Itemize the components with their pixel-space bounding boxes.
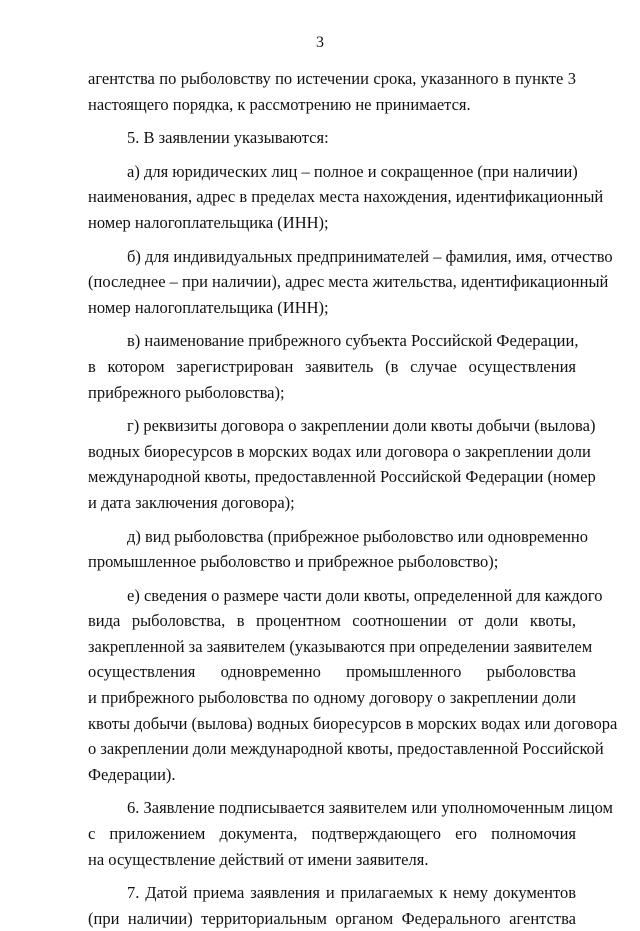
text-line: 5. В заявлении указываются: [127,128,329,148]
text-line: 7. Датой приема заявления и прилагаемых к нему документов [127,883,576,903]
text-line: осуществления одновременно промышленного рыболовства [88,662,576,682]
text-line: е) сведения о размере части доли квоты, определенной для каждого [127,585,603,605]
text-line: 6. Заявление подписывается заявителем или уполномоченным лицом [127,798,613,818]
text-line: настоящего порядка, к рассмотрению не принимается. [88,94,471,114]
paragraph-item-g [88,413,596,515]
text-line: закрепленной за заявителем (указываются при определении заявителем [88,636,593,656]
paragraph-item-5 [88,125,576,151]
text-line: г) реквизиты договора о закреплении доли квоты добычи (вылова) [127,416,596,436]
text-line: прибрежного рыболовства); [88,382,285,402]
text-line: квоты добычи (вылова) водных биоресурсов в морских водах или договора [88,713,618,733]
text-line: а) для юридических лиц – полное и сокращенное (при наличии) [127,161,578,181]
text-line: (при наличии) территориальным органом Федерального агентства [88,908,576,928]
text-line: промышленное рыболовство и прибрежное рыболовство); [88,552,499,572]
text-line: Федерации). [88,764,176,784]
text-line: в котором зарегистрирован заявитель (в случае осуществления [88,356,576,376]
text-line: на осуществление действий от имени заявителя. [88,849,429,869]
text-line: с приложением документа, подтверждающего его полномочия [88,824,576,844]
paragraph-item-d [88,524,588,575]
paragraph-item-6 [88,795,613,872]
text-line: д) вид рыболовства (прибрежное рыболовство или одновременно [127,526,588,546]
paragraph-item-b [88,244,613,321]
text-line: в) наименование прибрежного субъекта Российской Федерации, [127,331,579,351]
text-line: и прибрежного рыболовства по одному договору о закреплении доли [88,688,576,708]
paragraph-item-v [88,328,579,405]
text-line: наименования, адрес в пределах места нахождения, идентификационный [88,187,604,207]
document-body [88,66,618,931]
text-line: номер налогоплательщика (ИНН); [88,212,329,232]
text-line: и дата заключения договора); [88,492,295,512]
paragraph-continuation [88,66,576,117]
text-line: водных биоресурсов в морских водах или договора о закреплении доли [88,441,591,461]
text-line: номер налогоплательщика (ИНН); [88,297,329,317]
paragraph-item-e [88,583,618,788]
page-number: 3 [316,34,324,51]
paragraph-item-7 [88,880,576,931]
text-line: б) для индивидуальных предпринимателей – фамилия, имя, отчество [127,246,613,266]
paragraph-item-a [88,159,604,236]
text-line: вида рыболовства, в процентном соотношении от доли квоты, [88,611,576,631]
text-line: агентства по рыболовству по истечении срока, указанного в пункте 3 [88,69,576,88]
text-line: международной квоты, предоставленной Российской Федерации (номер [88,467,596,487]
text-line: о закреплении доли международной квоты, предоставленной Российской [88,739,604,759]
text-line: (последнее – при наличии), адрес места жительства, идентификационный [88,272,609,292]
